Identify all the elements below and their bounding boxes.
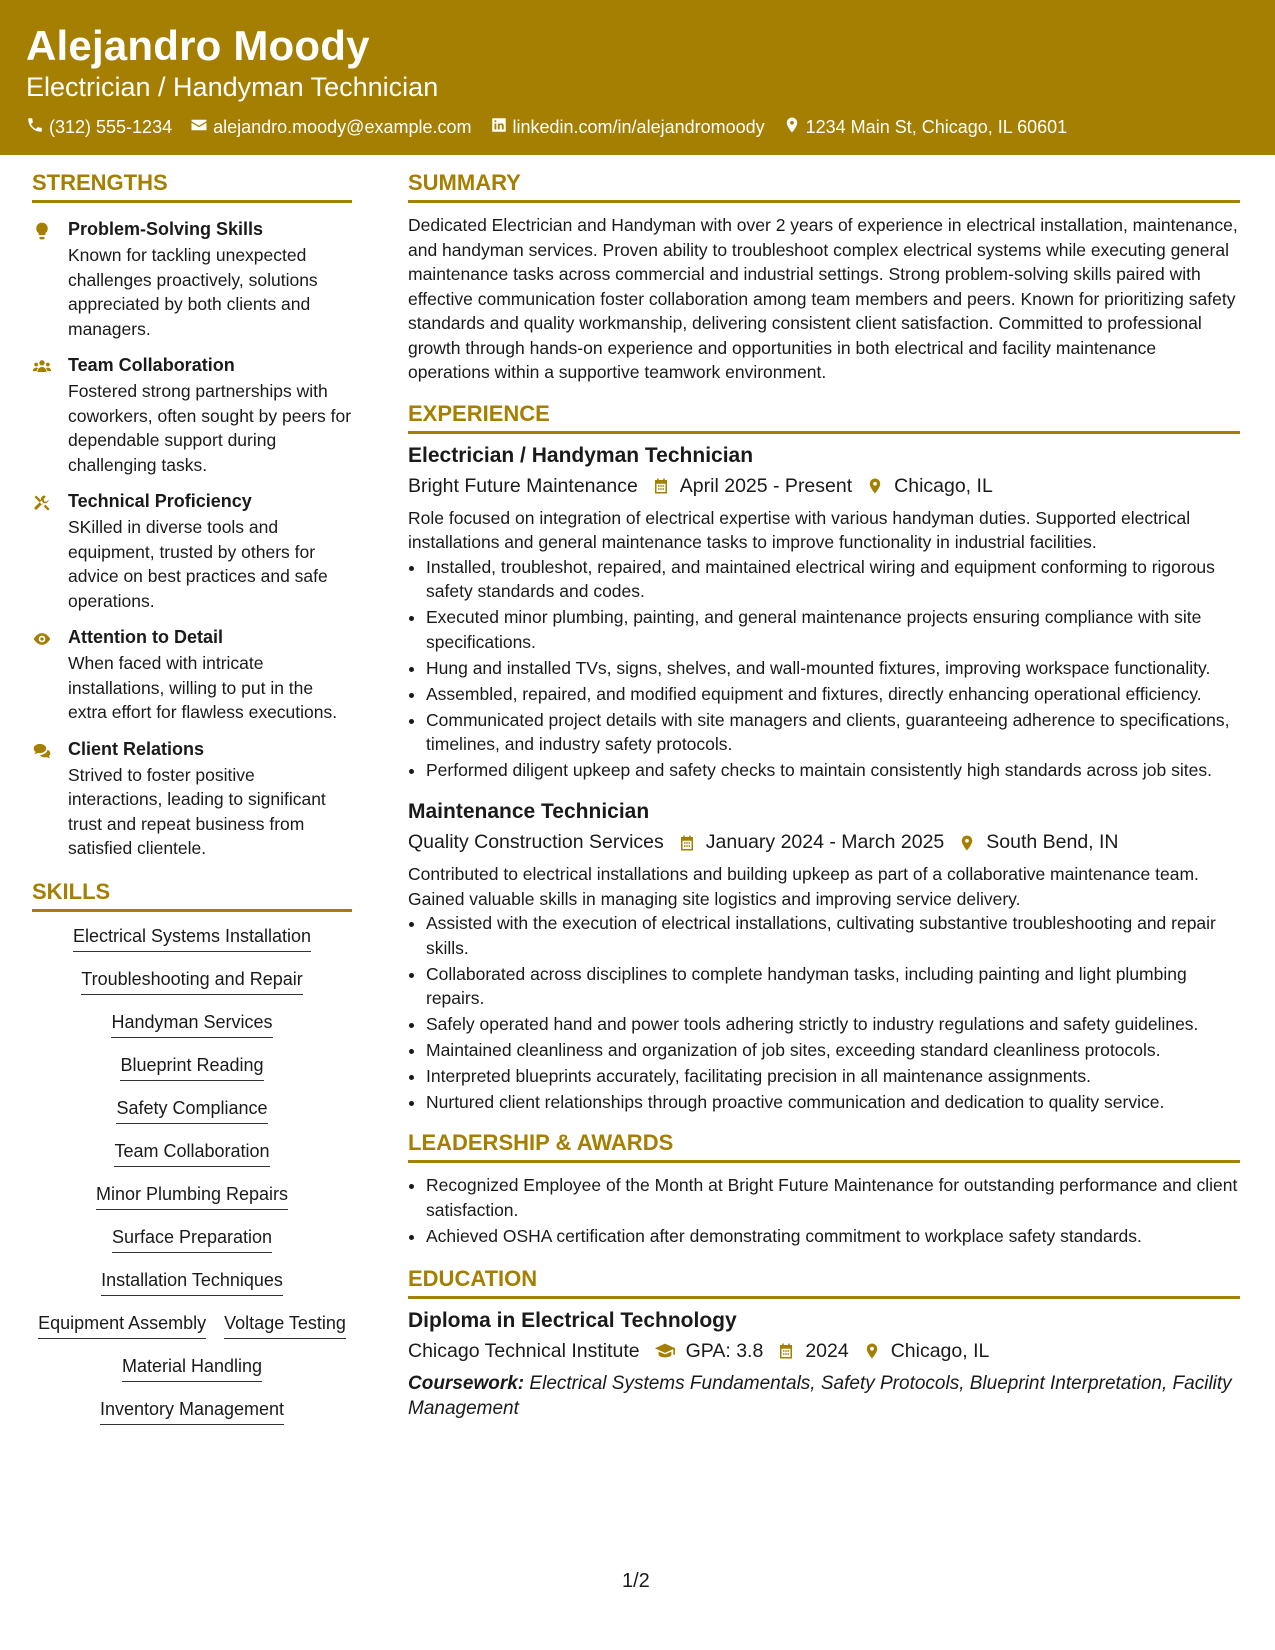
strength-desc: Strived to foster positive interactions, leading to significant trust and repeat business from satisfied clientele. bbox=[68, 764, 326, 858]
job-company: Quality Construction Services bbox=[408, 831, 664, 853]
map-marker-icon bbox=[863, 1342, 881, 1360]
job-description: Contributed to electrical installations and building upkeep as part of a collaborative maintenance team. Gained valuable skills in managing site logistics and improving service delivery. bbox=[408, 864, 1199, 909]
job-bullets bbox=[408, 555, 1240, 783]
strength-item bbox=[32, 219, 352, 341]
lightbulb-icon bbox=[32, 219, 54, 341]
skill-tag: Electrical Systems Installation bbox=[73, 926, 311, 952]
job-location: Chicago, IL bbox=[894, 474, 993, 497]
strength-title: Problem-Solving Skills bbox=[68, 219, 264, 239]
list-item: • Assisted with the execution of electrical installations, cultivating substantive troubleshooting and repair skills. bbox=[426, 911, 1240, 960]
job-dates: January 2024 - March 2025 bbox=[705, 831, 945, 853]
skill-tag: Minor Plumbing Repairs bbox=[96, 1184, 288, 1210]
job-description: Role focused on integration of electrical expertise with various handyman duties. Supported electrical installations and general maintenance tasks to improve functionality in industrial facilities. bbox=[408, 507, 1191, 552]
strength-desc: Fostered strong partnerships with coworkers, often sought by peers for dependable support during challenging tasks. bbox=[68, 381, 352, 475]
job-entry bbox=[408, 444, 1240, 783]
list-item: • Nurtured client relationships through proactive communication and dedication to quality service. bbox=[426, 1090, 1240, 1115]
contact-linkedin[interactable] bbox=[490, 116, 765, 139]
skill-tag: Blueprint Reading bbox=[120, 1055, 263, 1081]
users-icon bbox=[32, 355, 54, 477]
list-item: • Executed minor plumbing, painting, and general maintenance projects ensuring compliance with site specifications. bbox=[426, 605, 1240, 654]
list-item: • Interpreted blueprints accurately, facilitating precision in all maintenance assignments. bbox=[426, 1064, 1240, 1089]
strength-title: Attention to Detail bbox=[68, 627, 223, 647]
left-column bbox=[32, 170, 352, 1425]
summary-heading: SUMMARY bbox=[408, 170, 1240, 203]
list-item: • Achieved OSHA certification after demonstrating commitment to workplace safety standards. bbox=[426, 1224, 1240, 1249]
list-item: • Assembled, repaired, and modified equipment and fixtures, directly enhancing operational efficiency. bbox=[426, 682, 1240, 707]
strength-title: Client Relations bbox=[68, 738, 205, 759]
linkedin-link[interactable]: linkedin.com/in/alejandromoody bbox=[512, 117, 765, 137]
strength-item bbox=[32, 355, 352, 477]
list-item: • Safely operated hand and power tools adhering strictly to industry regulations and safety guidelines. bbox=[426, 1012, 1240, 1037]
job-dates: April 2025 - Present bbox=[679, 474, 853, 497]
phone-icon bbox=[26, 116, 44, 139]
strength-desc: SKilled in diverse tools and equipment, trusted by others for advice on best practices and safe operations. bbox=[68, 517, 328, 611]
contact-email[interactable] bbox=[190, 116, 471, 139]
strength-desc: When faced with intricate installations, willing to put in the extra effort for flawless executions. bbox=[68, 653, 338, 722]
education-degree: Diploma in Electrical Technology bbox=[408, 1308, 737, 1332]
summary-text: Dedicated Electrician and Handyman with over 2 years of experience in electrical installation, maintenance, and handyman services. Proven ability to troubleshoot complex electrical systems while executing general maintenance tasks across commercial and industrial settings. Strong problem-solving skills paired with effective communication foster collaboration among team members and peers. Known for prioritizing safety standards and quality workmanship, delivering consistent client satisfaction. Committed to professional growth through hands-on experience and opportunities in both electrical and facility maintenance operations within a supportive teamwork environment. bbox=[408, 215, 1238, 382]
list-item: • Installed, troubleshot, repaired, and maintained electrical wiring and equipment conforming to rigorous safety standards and codes. bbox=[426, 555, 1240, 604]
list-item: • Recognized Employee of the Month at Bright Future Maintenance for outstanding performance and client satisfaction. bbox=[426, 1173, 1240, 1222]
list-item: • Performed diligent upkeep and safety checks to maintain consistently high standards across job sites. bbox=[426, 758, 1240, 783]
skill-tag: Troubleshooting and Repair bbox=[81, 969, 302, 995]
skill-tag: Handyman Services bbox=[111, 1012, 272, 1038]
list-item: • Hung and installed TVs, signs, shelves, and wall-mounted fixtures, improving workspace functionality. bbox=[426, 656, 1240, 681]
education-meta bbox=[408, 1340, 1240, 1363]
experience-heading: EXPERIENCE bbox=[408, 401, 1240, 434]
skill-tag: Material Handling bbox=[122, 1356, 262, 1382]
map-marker-icon bbox=[783, 116, 801, 139]
job-meta bbox=[408, 831, 1240, 854]
leadership-bullets bbox=[408, 1173, 1240, 1248]
education-school: Chicago Technical Institute bbox=[408, 1339, 640, 1362]
contact-phone bbox=[26, 116, 172, 139]
candidate-title: Electrician / Handyman Technician bbox=[26, 72, 439, 102]
address-text: 1234 Main St, Chicago, IL 60601 bbox=[805, 117, 1068, 137]
skill-tag: Surface Preparation bbox=[112, 1227, 272, 1253]
education-heading: EDUCATION bbox=[408, 1266, 1240, 1299]
job-meta bbox=[408, 475, 1240, 498]
education-gpa: GPA: 3.8 bbox=[685, 1339, 764, 1362]
education-coursework bbox=[408, 1371, 1240, 1421]
list-item: • Communicated project details with site managers and clients, guaranteeing adherence to specifications, timelines, and industry safety protocols. bbox=[426, 708, 1240, 757]
strengths-heading: STRENGTHS bbox=[32, 170, 352, 203]
tools-icon bbox=[32, 491, 54, 613]
map-marker-icon bbox=[958, 834, 976, 852]
skills-heading: SKILLS bbox=[32, 879, 352, 912]
coursework-label: Coursework: bbox=[408, 1372, 525, 1394]
job-role: Maintenance Technician bbox=[408, 800, 650, 823]
linkedin-icon bbox=[490, 116, 508, 139]
map-marker-icon bbox=[866, 477, 884, 495]
strength-item bbox=[32, 739, 352, 861]
job-location: South Bend, IN bbox=[986, 831, 1119, 853]
resume-header bbox=[0, 0, 1275, 155]
skill-tag: Voltage Testing bbox=[224, 1313, 346, 1339]
strength-item bbox=[32, 491, 352, 613]
envelope-icon bbox=[190, 116, 208, 139]
skill-tag: Team Collaboration bbox=[114, 1141, 269, 1167]
skill-tag: Equipment Assembly bbox=[38, 1313, 206, 1339]
skill-tag: Inventory Management bbox=[100, 1399, 284, 1425]
job-bullets bbox=[408, 911, 1240, 1115]
page-number: 1/2 bbox=[622, 1570, 650, 1592]
calendar-icon bbox=[652, 477, 670, 495]
leadership-heading: LEADERSHIP & AWARDS bbox=[408, 1130, 1240, 1163]
job-company: Bright Future Maintenance bbox=[408, 474, 638, 497]
phone-text: (312) 555-1234 bbox=[49, 117, 173, 137]
right-column bbox=[408, 170, 1240, 1421]
contact-bar bbox=[26, 116, 1067, 139]
strength-desc: Known for tackling unexpected challenges proactively, solutions appreciated by both clients and managers. bbox=[68, 245, 318, 339]
calendar-icon bbox=[777, 1342, 795, 1360]
strength-title: Technical Proficiency bbox=[68, 491, 252, 511]
comments-icon bbox=[32, 739, 54, 861]
job-entry bbox=[408, 800, 1240, 1115]
calendar-icon bbox=[678, 834, 696, 852]
education-year: 2024 bbox=[805, 1339, 849, 1362]
coursework-text: Electrical Systems Fundamentals, Safety Protocols, Blueprint Interpretation, Facility Management bbox=[408, 1372, 1232, 1419]
candidate-name: Alejandro Moody bbox=[26, 22, 370, 69]
graduation-cap-icon bbox=[654, 1340, 676, 1362]
skills-list bbox=[32, 926, 352, 1425]
strength-title: Team Collaboration bbox=[68, 355, 235, 375]
list-item: • Collaborated across disciplines to complete handyman tasks, including painting and light plumbing repairs. bbox=[426, 962, 1240, 1011]
strength-item bbox=[32, 627, 352, 725]
job-role: Electrician / Handyman Technician bbox=[408, 443, 754, 467]
education-location: Chicago, IL bbox=[890, 1339, 990, 1362]
list-item: • Maintained cleanliness and organization of job sites, exceeding standard cleanliness protocols. bbox=[426, 1038, 1240, 1063]
contact-address bbox=[783, 116, 1068, 139]
eye-icon bbox=[32, 627, 54, 725]
skill-tag: Safety Compliance bbox=[116, 1098, 267, 1124]
email-link[interactable]: alejandro.moody@example.com bbox=[213, 117, 472, 137]
skill-tag: Installation Techniques bbox=[101, 1270, 283, 1296]
